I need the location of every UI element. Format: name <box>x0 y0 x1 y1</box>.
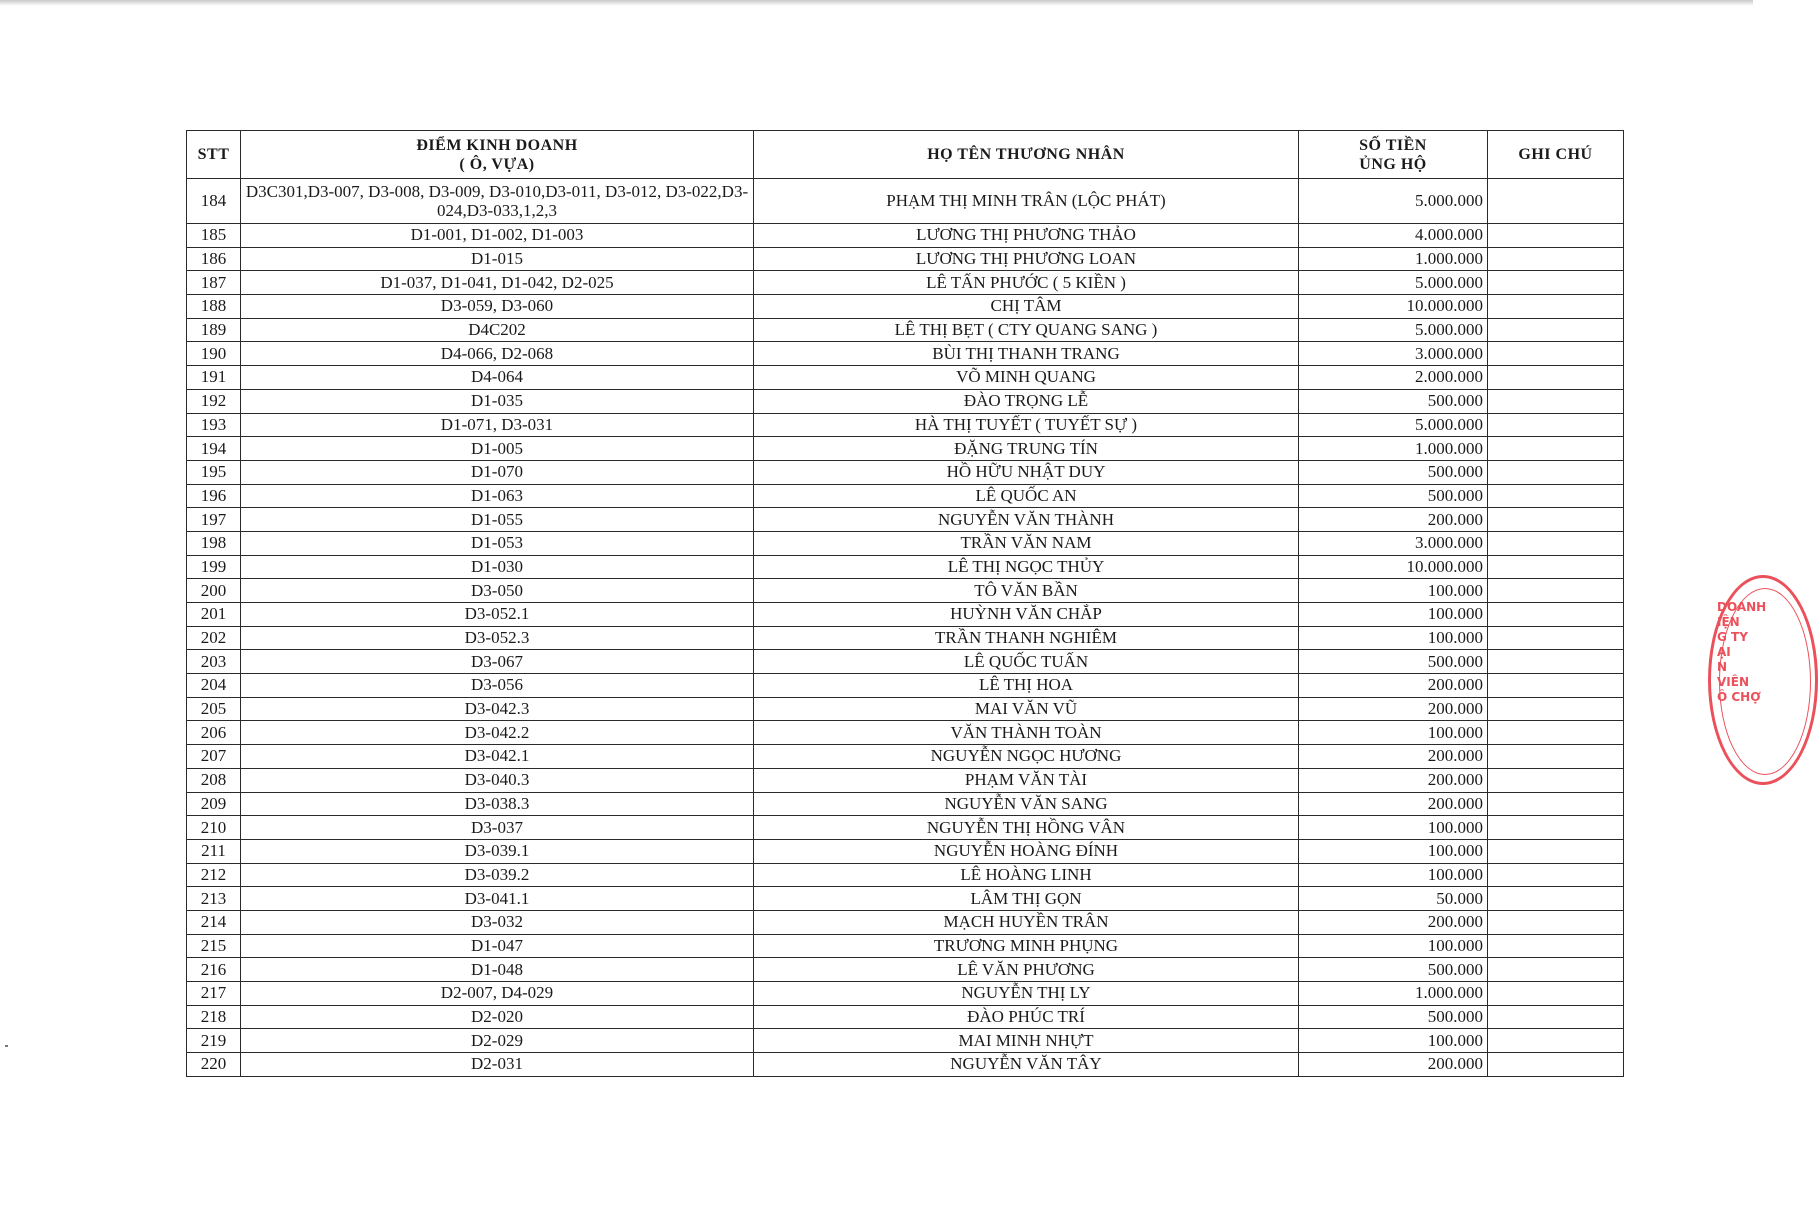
row-location: D1-063 <box>241 484 754 508</box>
row-amount: 1.000.000 <box>1299 982 1488 1006</box>
table-row <box>187 531 1624 555</box>
row-amount: 500.000 <box>1299 484 1488 508</box>
row-location: D1-071, D3-031 <box>241 413 754 437</box>
row-location: D3-040.3 <box>241 768 754 792</box>
header-location-line1: ĐIỂM KINH DOANH <box>416 136 578 154</box>
row-merchant-name: LÂM THỊ GỌN <box>754 887 1299 911</box>
row-stt: 205 <box>187 697 241 721</box>
row-merchant-name: MẠCH HUYỀN TRÂN <box>754 910 1299 934</box>
row-location: D1-055 <box>241 508 754 532</box>
row-stt: 185 <box>187 224 241 248</box>
row-location: D1-037, D1-041, D1-042, D2-025 <box>241 271 754 295</box>
table-row <box>187 721 1624 745</box>
row-note <box>1488 792 1624 816</box>
row-note <box>1488 318 1624 342</box>
row-location: D3-052.1 <box>241 603 754 627</box>
table-row <box>187 460 1624 484</box>
row-stt: 190 <box>187 342 241 366</box>
table-row <box>187 626 1624 650</box>
row-stt: 192 <box>187 389 241 413</box>
row-note <box>1488 295 1624 319</box>
row-amount: 500.000 <box>1299 958 1488 982</box>
table-row <box>187 389 1624 413</box>
table-row <box>187 863 1624 887</box>
row-merchant-name: NGUYỄN VĂN THÀNH <box>754 508 1299 532</box>
row-amount: 5.000.000 <box>1299 179 1488 224</box>
row-stt: 215 <box>187 934 241 958</box>
row-note <box>1488 1053 1624 1077</box>
row-merchant-name: NGUYỄN VĂN TÂY <box>754 1053 1299 1077</box>
table-row <box>187 745 1624 769</box>
table-row <box>187 839 1624 863</box>
row-amount: 100.000 <box>1299 1029 1488 1053</box>
row-amount: 200.000 <box>1299 745 1488 769</box>
row-location: D3-052.3 <box>241 626 754 650</box>
table-row <box>187 555 1624 579</box>
row-merchant-name: NGUYỄN VĂN SANG <box>754 792 1299 816</box>
row-merchant-name: TRẦN THANH NGHIÊM <box>754 626 1299 650</box>
row-merchant-name: VĂN THÀNH TOÀN <box>754 721 1299 745</box>
row-amount: 100.000 <box>1299 816 1488 840</box>
row-amount: 100.000 <box>1299 721 1488 745</box>
row-location: D2-031 <box>241 1053 754 1077</box>
row-amount: 200.000 <box>1299 792 1488 816</box>
row-merchant-name: PHẠM THỊ MINH TRÂN (LỘC PHÁT) <box>754 179 1299 224</box>
row-note <box>1488 721 1624 745</box>
row-location: D3-056 <box>241 674 754 698</box>
row-amount: 200.000 <box>1299 910 1488 934</box>
row-merchant-name: PHẠM VĂN TÀI <box>754 768 1299 792</box>
row-merchant-name: ĐÀO PHÚC TRÍ <box>754 1005 1299 1029</box>
row-merchant-name: TRẦN VĂN NAM <box>754 531 1299 555</box>
scan-speck <box>5 1045 8 1047</box>
row-note <box>1488 887 1624 911</box>
row-note <box>1488 650 1624 674</box>
row-stt: 194 <box>187 437 241 461</box>
row-amount: 100.000 <box>1299 626 1488 650</box>
table-row <box>187 674 1624 698</box>
row-location: D1-005 <box>241 437 754 461</box>
row-stt: 204 <box>187 674 241 698</box>
stamp-fragment: ẠI <box>1717 645 1731 659</box>
table-row <box>187 1005 1624 1029</box>
row-note <box>1488 579 1624 603</box>
row-location: D3-042.1 <box>241 745 754 769</box>
row-amount: 500.000 <box>1299 650 1488 674</box>
table-row <box>187 650 1624 674</box>
row-note <box>1488 413 1624 437</box>
row-amount: 2.000.000 <box>1299 366 1488 390</box>
row-stt: 188 <box>187 295 241 319</box>
row-stt: 197 <box>187 508 241 532</box>
red-seal-stamp <box>1708 575 1818 785</box>
row-stt: 199 <box>187 555 241 579</box>
row-amount: 100.000 <box>1299 603 1488 627</box>
row-note <box>1488 910 1624 934</box>
stamp-fragment: DOANH <box>1717 600 1767 614</box>
row-note <box>1488 247 1624 271</box>
row-stt: 198 <box>187 531 241 555</box>
table-row <box>187 295 1624 319</box>
row-location: D3-039.1 <box>241 839 754 863</box>
row-stt: 195 <box>187 460 241 484</box>
row-amount: 3.000.000 <box>1299 342 1488 366</box>
row-location: D1-048 <box>241 958 754 982</box>
row-note <box>1488 531 1624 555</box>
row-merchant-name: LÊ THỊ HOA <box>754 674 1299 698</box>
table-row <box>187 958 1624 982</box>
row-note <box>1488 389 1624 413</box>
header-name: HỌ TÊN THƯƠNG NHÂN <box>754 131 1299 179</box>
row-amount: 500.000 <box>1299 460 1488 484</box>
row-amount: 100.000 <box>1299 579 1488 603</box>
row-amount: 100.000 <box>1299 839 1488 863</box>
stamp-fragment: N <box>1717 660 1728 674</box>
row-note <box>1488 484 1624 508</box>
row-location: D1-015 <box>241 247 754 271</box>
donation-table <box>186 130 1624 1077</box>
row-amount: 100.000 <box>1299 934 1488 958</box>
table-header-row <box>187 131 1624 179</box>
row-amount: 5.000.000 <box>1299 318 1488 342</box>
table-row <box>187 792 1624 816</box>
row-stt: 211 <box>187 839 241 863</box>
row-location: D1-070 <box>241 460 754 484</box>
row-merchant-name: LƯƠNG THỊ PHƯƠNG LOAN <box>754 247 1299 271</box>
row-location: D3-041.1 <box>241 887 754 911</box>
row-location: D3C301,D3-007, D3-008, D3-009, D3-010,D3-011, D3-012, D3-022,D3-024,D3-033,1,2,3 <box>241 179 754 224</box>
row-stt: 216 <box>187 958 241 982</box>
row-stt: 191 <box>187 366 241 390</box>
row-location: D3-038.3 <box>241 792 754 816</box>
row-merchant-name: TÔ VĂN BẦN <box>754 579 1299 603</box>
row-merchant-name: LÊ VĂN PHƯƠNG <box>754 958 1299 982</box>
row-merchant-name: NGUYỄN HOÀNG ĐÍNH <box>754 839 1299 863</box>
row-location: D3-042.3 <box>241 697 754 721</box>
row-amount: 50.000 <box>1299 887 1488 911</box>
table-row <box>187 224 1624 248</box>
row-merchant-name: MAI VĂN VŨ <box>754 697 1299 721</box>
row-merchant-name: LÊ HOÀNG LINH <box>754 863 1299 887</box>
row-merchant-name: HUỲNH VĂN CHẮP <box>754 603 1299 627</box>
row-note <box>1488 224 1624 248</box>
table-row <box>187 579 1624 603</box>
row-merchant-name: HỒ HỮU NHẬT DUY <box>754 460 1299 484</box>
row-location: D2-007, D4-029 <box>241 982 754 1006</box>
row-amount: 200.000 <box>1299 697 1488 721</box>
row-stt: 193 <box>187 413 241 437</box>
row-location: D3-032 <box>241 910 754 934</box>
row-location: D2-029 <box>241 1029 754 1053</box>
row-stt: 217 <box>187 982 241 1006</box>
row-merchant-name: NGUYỄN NGỌC HƯƠNG <box>754 745 1299 769</box>
row-note <box>1488 934 1624 958</box>
row-merchant-name: NGUYỄN THỊ LY <box>754 982 1299 1006</box>
table-row <box>187 342 1624 366</box>
row-merchant-name: BÙI THỊ THANH TRANG <box>754 342 1299 366</box>
row-stt: 218 <box>187 1005 241 1029</box>
row-merchant-name: ĐÀO TRỌNG LỄ <box>754 389 1299 413</box>
row-location: D4-064 <box>241 366 754 390</box>
row-stt: 206 <box>187 721 241 745</box>
table-row <box>187 366 1624 390</box>
row-merchant-name: MAI MINH NHỰT <box>754 1029 1299 1053</box>
row-note <box>1488 271 1624 295</box>
row-note <box>1488 697 1624 721</box>
row-merchant-name: TRƯƠNG MINH PHỤNG <box>754 934 1299 958</box>
row-merchant-name: NGUYỄN THỊ HỒNG VÂN <box>754 816 1299 840</box>
stamp-fragment: G TY <box>1717 630 1748 644</box>
row-amount: 100.000 <box>1299 863 1488 887</box>
row-location: D1-035 <box>241 389 754 413</box>
stamp-fragment: VIÊN <box>1717 675 1749 689</box>
row-location: D3-067 <box>241 650 754 674</box>
header-stt: STT <box>187 131 241 179</box>
row-note <box>1488 603 1624 627</box>
header-location <box>241 131 754 179</box>
row-stt: 189 <box>187 318 241 342</box>
row-merchant-name: LÊ QUỐC AN <box>754 484 1299 508</box>
row-merchant-name: LÊ QUỐC TUẤN <box>754 650 1299 674</box>
row-stt: 212 <box>187 863 241 887</box>
row-merchant-name: ĐẶNG TRUNG TÍN <box>754 437 1299 461</box>
row-amount: 4.000.000 <box>1299 224 1488 248</box>
table-row <box>187 484 1624 508</box>
row-note <box>1488 626 1624 650</box>
row-stt: 220 <box>187 1053 241 1077</box>
table-row <box>187 247 1624 271</box>
table-row <box>187 1053 1624 1077</box>
table-row <box>187 910 1624 934</box>
row-amount: 500.000 <box>1299 1005 1488 1029</box>
header-amount <box>1299 131 1488 179</box>
row-amount: 5.000.000 <box>1299 271 1488 295</box>
row-stt: 210 <box>187 816 241 840</box>
table-row <box>187 179 1624 224</box>
row-stt: 202 <box>187 626 241 650</box>
row-note <box>1488 437 1624 461</box>
row-note <box>1488 1029 1624 1053</box>
row-stt: 203 <box>187 650 241 674</box>
row-merchant-name: LÊ TẤN PHƯỚC ( 5 KIỀN ) <box>754 271 1299 295</box>
row-stt: 200 <box>187 579 241 603</box>
row-stt: 213 <box>187 887 241 911</box>
row-note <box>1488 366 1624 390</box>
row-merchant-name: CHỊ TÂM <box>754 295 1299 319</box>
row-note <box>1488 460 1624 484</box>
row-location: D2-020 <box>241 1005 754 1029</box>
header-amount-line1: SỐ TIỀN <box>1359 136 1427 154</box>
row-location: D3-039.2 <box>241 863 754 887</box>
row-amount: 200.000 <box>1299 768 1488 792</box>
table-row <box>187 413 1624 437</box>
row-amount: 500.000 <box>1299 389 1488 413</box>
row-amount: 10.000.000 <box>1299 295 1488 319</box>
row-note <box>1488 839 1624 863</box>
row-location: D3-037 <box>241 816 754 840</box>
row-location: D1-001, D1-002, D1-003 <box>241 224 754 248</box>
table-row <box>187 697 1624 721</box>
stamp-fragment: IỆN <box>1717 615 1740 629</box>
row-note <box>1488 768 1624 792</box>
row-note <box>1488 674 1624 698</box>
table-row <box>187 603 1624 627</box>
header-amount-line2: ỦNG HỘ <box>1359 155 1427 173</box>
row-note <box>1488 816 1624 840</box>
table-body <box>187 179 1624 1077</box>
row-note <box>1488 342 1624 366</box>
row-amount: 10.000.000 <box>1299 555 1488 579</box>
row-amount: 200.000 <box>1299 1053 1488 1077</box>
row-amount: 200.000 <box>1299 674 1488 698</box>
table-row <box>187 437 1624 461</box>
row-location: D3-059, D3-060 <box>241 295 754 319</box>
table-row <box>187 271 1624 295</box>
row-stt: 219 <box>187 1029 241 1053</box>
header-note: GHI CHÚ <box>1488 131 1624 179</box>
row-amount: 5.000.000 <box>1299 413 1488 437</box>
row-note <box>1488 1005 1624 1029</box>
row-merchant-name: LÊ THỊ BẸT ( CTY QUANG SANG ) <box>754 318 1299 342</box>
row-merchant-name: LƯƠNG THỊ PHƯƠNG THẢO <box>754 224 1299 248</box>
header-location-line2: ( Ô, VỰA) <box>459 155 535 173</box>
row-stt: 207 <box>187 745 241 769</box>
row-stt: 214 <box>187 910 241 934</box>
row-merchant-name: HÀ THỊ TUYẾT ( TUYẾT SỰ ) <box>754 413 1299 437</box>
table-row <box>187 508 1624 532</box>
stamp-inner-ring <box>1719 588 1811 775</box>
row-location: D3-050 <box>241 579 754 603</box>
row-amount: 200.000 <box>1299 508 1488 532</box>
table-row <box>187 982 1624 1006</box>
row-note <box>1488 179 1624 224</box>
row-stt: 209 <box>187 792 241 816</box>
row-amount: 1.000.000 <box>1299 247 1488 271</box>
table-row <box>187 1029 1624 1053</box>
row-location: D4-066, D2-068 <box>241 342 754 366</box>
row-stt: 186 <box>187 247 241 271</box>
row-stt: 184 <box>187 179 241 224</box>
stamp-fragment: Ô CHỢ <box>1717 690 1761 704</box>
row-stt: 196 <box>187 484 241 508</box>
table-row <box>187 816 1624 840</box>
table-row <box>187 934 1624 958</box>
row-merchant-name: LÊ THỊ NGỌC THỦY <box>754 555 1299 579</box>
row-note <box>1488 958 1624 982</box>
row-location: D1-030 <box>241 555 754 579</box>
row-location: D3-042.2 <box>241 721 754 745</box>
row-merchant-name: VÕ MINH QUANG <box>754 366 1299 390</box>
table-row <box>187 318 1624 342</box>
row-stt: 187 <box>187 271 241 295</box>
row-location: D4C202 <box>241 318 754 342</box>
table-row <box>187 887 1624 911</box>
row-location: D1-053 <box>241 531 754 555</box>
row-note <box>1488 508 1624 532</box>
row-amount: 3.000.000 <box>1299 531 1488 555</box>
row-note <box>1488 555 1624 579</box>
row-stt: 201 <box>187 603 241 627</box>
row-note <box>1488 863 1624 887</box>
row-note <box>1488 982 1624 1006</box>
table-row <box>187 768 1624 792</box>
row-amount: 1.000.000 <box>1299 437 1488 461</box>
row-note <box>1488 745 1624 769</box>
row-location: D1-047 <box>241 934 754 958</box>
row-stt: 208 <box>187 768 241 792</box>
scan-edge-shadow <box>0 0 1753 6</box>
